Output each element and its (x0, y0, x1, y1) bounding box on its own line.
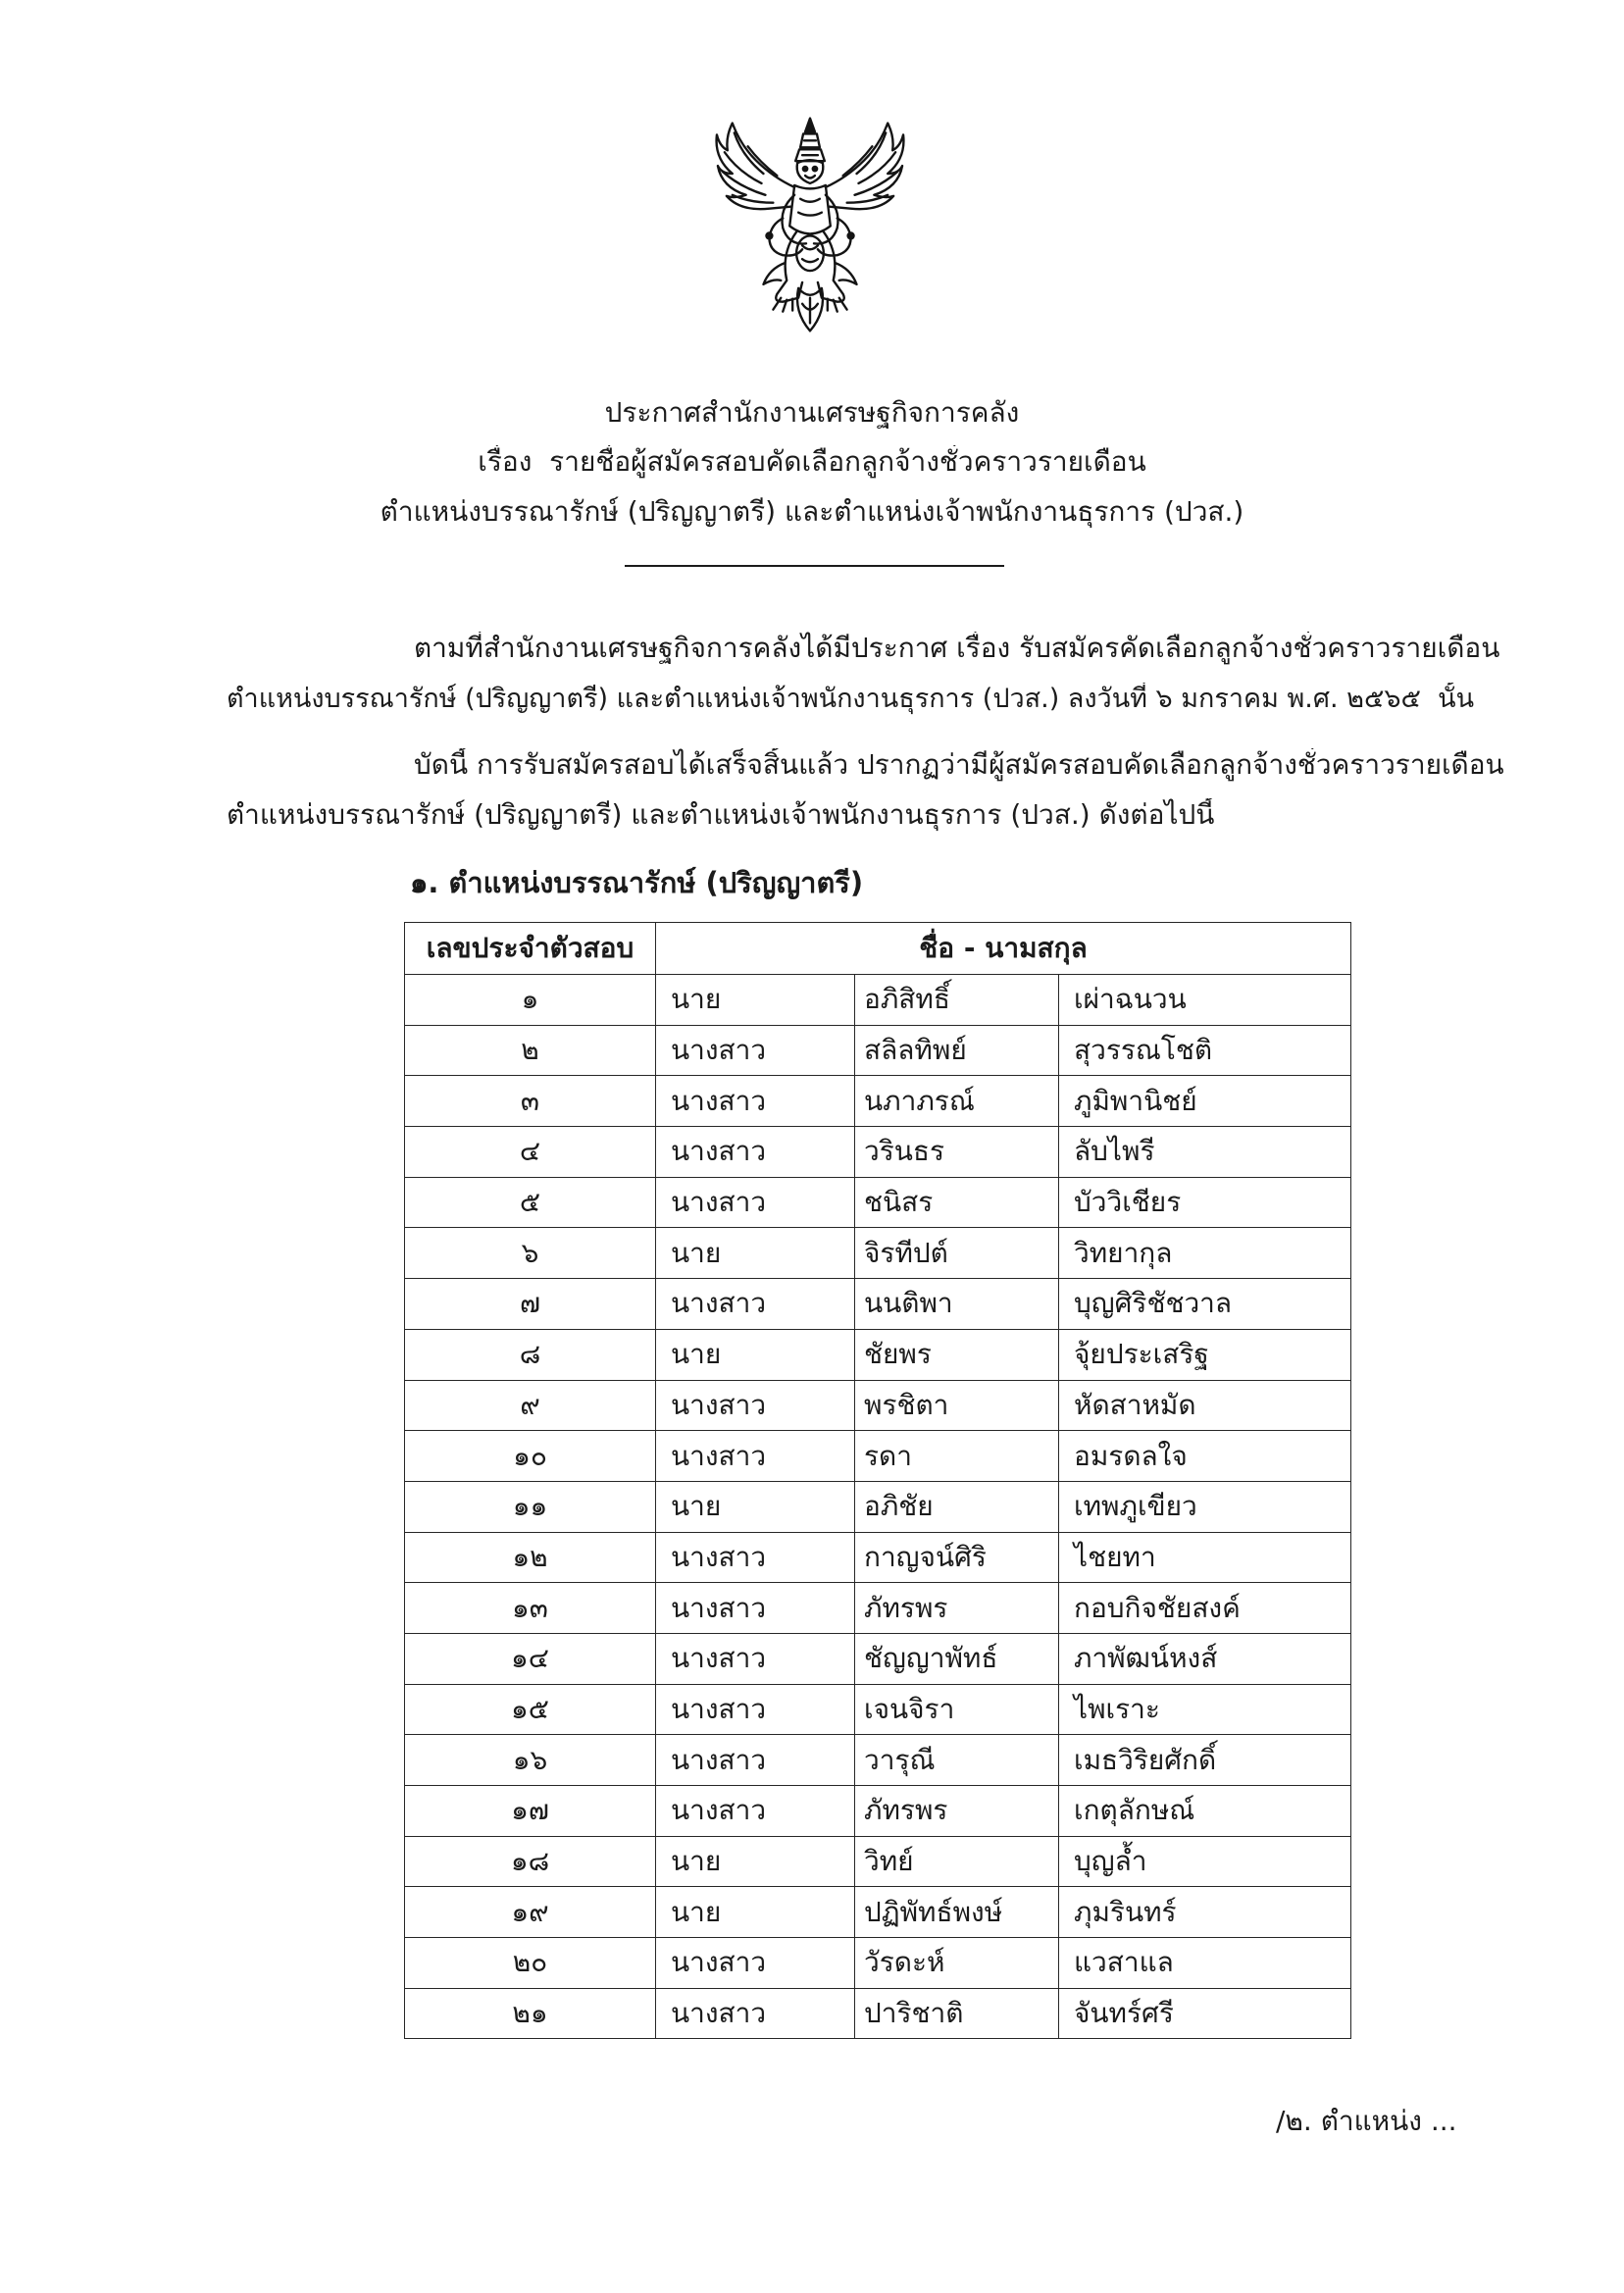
announcement-title: ประกาศสำนักงานเศรษฐกิจการคลัง (604, 396, 1020, 429)
prefix-cell: นาย (656, 975, 855, 1026)
prefix-cell: นาย (656, 1329, 855, 1380)
first-name-cell: กาญจน์ศิริ (855, 1532, 1059, 1583)
table-row (405, 1380, 1351, 1431)
first-name-cell: พรชิตา (855, 1380, 1059, 1431)
last-name-cell: เมธวิริยศักดิ์ (1059, 1735, 1351, 1786)
exam-id-cell: ๑๕ (405, 1684, 656, 1735)
prefix-cell: นางสาว (656, 1177, 855, 1228)
prefix-cell: นางสาว (656, 1938, 855, 1989)
exam-id-cell: ๖ (405, 1228, 656, 1279)
table-row (405, 1684, 1351, 1735)
last-name-cell: ภาพัฒน์หงส์ (1059, 1633, 1351, 1684)
garuda-emblem-icon (713, 117, 907, 333)
first-name-cell: รดา (855, 1431, 1059, 1482)
exam-id-cell: ๗ (405, 1279, 656, 1330)
prefix-cell: นางสาว (656, 1735, 855, 1786)
paragraph-2-line-2: ตำแหน่งบรรณารักษ์ (ปริญญาตรี) และตำแหน่งเจ้าพนักงานธุรการ (ปวส.) ดังต่อไปนี้ (227, 798, 1215, 831)
table-row (405, 1431, 1351, 1482)
last-name-cell: อมรดลใจ (1059, 1431, 1351, 1482)
last-name-cell: บัววิเชียร (1059, 1177, 1351, 1228)
first-name-cell: เจนจิรา (855, 1684, 1059, 1735)
exam-id-cell: ๕ (405, 1177, 656, 1228)
last-name-cell: เผ่าฉนวน (1059, 975, 1351, 1026)
prefix-cell: นางสาว (656, 1380, 855, 1431)
exam-id-cell: ๑๒ (405, 1532, 656, 1583)
exam-id-cell: ๑ (405, 975, 656, 1026)
last-name-cell: สุวรรณโชติ (1059, 1025, 1351, 1076)
last-name-cell: วิทยากุล (1059, 1228, 1351, 1279)
exam-id-cell: ๑๘ (405, 1836, 656, 1887)
prefix-cell: นางสาว (656, 1583, 855, 1634)
prefix-cell: นางสาว (656, 1684, 855, 1735)
exam-id-cell: ๓ (405, 1076, 656, 1127)
exam-id-cell: ๙ (405, 1380, 656, 1431)
table-row (405, 1735, 1351, 1786)
announcement-positions: ตำแหน่งบรรณารักษ์ (ปริญญาตรี) และตำแหน่งเจ้าพนักงานธุรการ (ปวส.) (380, 495, 1244, 528)
prefix-cell: นางสาว (656, 1279, 855, 1330)
paragraph-1-line-2: ตำแหน่งบรรณารักษ์ (ปริญญาตรี) และตำแหน่งเจ้าพนักงานธุรการ (ปวส.) ลงวันที่ ๖ มกราคม พ.ศ. ๒๕๖๕ นั้น (227, 684, 1475, 714)
candidate-rows (405, 975, 1351, 2039)
first-name-cell: อภิชัย (855, 1481, 1059, 1532)
last-name-cell: เทพภูเขียว (1059, 1481, 1351, 1532)
table-row (405, 1633, 1351, 1684)
exam-id-cell: ๒ (405, 1025, 656, 1076)
prefix-cell: นางสาว (656, 1431, 855, 1482)
table-row (405, 1786, 1351, 1837)
continuation-note: /๒. ตำแหน่ง ... (1276, 2105, 1457, 2137)
table-row (405, 1887, 1351, 1938)
paragraph-1-line-1: ตามที่สำนักงานเศรษฐกิจการคลังได้มีประกาศ เรื่อง รับสมัครคัดเลือกลูกจ้างชั่วคราวรายเดือน (414, 632, 1500, 664)
prefix-cell: นาย (656, 1887, 855, 1938)
table-row (405, 1836, 1351, 1887)
table-row (405, 1938, 1351, 1989)
first-name-cell: ภัทรพร (855, 1786, 1059, 1837)
last-name-cell: บุญศิริชัชวาล (1059, 1279, 1351, 1330)
prefix-cell: นางสาว (656, 1786, 855, 1837)
exam-id-cell: ๑๙ (405, 1887, 656, 1938)
last-name-cell: จุ้ยประเสริฐ (1059, 1329, 1351, 1380)
exam-id-header: เลขประจำตัวสอบ (405, 923, 656, 975)
candidate-table (404, 922, 1351, 2039)
table-row (405, 1127, 1351, 1178)
table-row (405, 1532, 1351, 1583)
last-name-cell: หัดสาหมัด (1059, 1380, 1351, 1431)
first-name-cell: ชนิสร (855, 1177, 1059, 1228)
exam-id-cell: ๑๔ (405, 1633, 656, 1684)
prefix-cell: นางสาว (656, 1532, 855, 1583)
title-divider (625, 565, 1004, 567)
exam-id-cell: ๑๓ (405, 1583, 656, 1634)
prefix-cell: นางสาว (656, 1127, 855, 1178)
first-name-cell: ปฏิพัทธ์พงษ์ (855, 1887, 1059, 1938)
first-name-cell: จิรทีปต์ (855, 1228, 1059, 1279)
first-name-cell: วรินธร (855, 1127, 1059, 1178)
section-1-heading: ๑. ตำแหน่งบรรณารักษ์ (ปริญญาตรี) (410, 866, 864, 899)
last-name-cell: ภุมรินทร์ (1059, 1887, 1351, 1938)
last-name-cell: บุญล้ำ (1059, 1836, 1351, 1887)
table-row (405, 1025, 1351, 1076)
full-name-header: ชื่อ - นามสกุล (656, 923, 1351, 975)
first-name-cell: อภิสิทธิ์ (855, 975, 1059, 1026)
prefix-cell: นาย (656, 1836, 855, 1887)
table-header-row (405, 923, 1351, 975)
first-name-cell: ชัยพร (855, 1329, 1059, 1380)
table-row (405, 975, 1351, 1026)
first-name-cell: ปาริชาติ (855, 1988, 1059, 2039)
exam-id-cell: ๑๑ (405, 1481, 656, 1532)
exam-id-cell: ๒๐ (405, 1938, 656, 1989)
first-name-cell: นภาภรณ์ (855, 1076, 1059, 1127)
last-name-cell: เกตุลักษณ์ (1059, 1786, 1351, 1837)
exam-id-cell: ๘ (405, 1329, 656, 1380)
table-row (405, 1988, 1351, 2039)
prefix-cell: นางสาว (656, 1988, 855, 2039)
prefix-cell: นางสาว (656, 1025, 855, 1076)
table-row (405, 1583, 1351, 1634)
first-name-cell: ชัญญาพัทธ์ (855, 1633, 1059, 1684)
last-name-cell: กอบกิจชัยสงค์ (1059, 1583, 1351, 1634)
exam-id-cell: ๑๖ (405, 1735, 656, 1786)
last-name-cell: แวสาแล (1059, 1938, 1351, 1989)
first-name-cell: วิทย์ (855, 1836, 1059, 1887)
last-name-cell: ไชยทา (1059, 1532, 1351, 1583)
exam-id-cell: ๑๐ (405, 1431, 656, 1482)
first-name-cell: วารุณี (855, 1735, 1059, 1786)
announcement-subject: เรื่อง รายชื่อผู้สมัครสอบคัดเลือกลูกจ้างชั่วคราวรายเดือน (478, 445, 1146, 478)
last-name-cell: ภูมิพานิชย์ (1059, 1076, 1351, 1127)
table-row (405, 1279, 1351, 1330)
last-name-cell: ลับไพรี (1059, 1127, 1351, 1178)
exam-id-cell: ๒๑ (405, 1988, 656, 2039)
table-row (405, 1177, 1351, 1228)
paragraph-2-line-1: บัดนี้ การรับสมัครสอบได้เสร็จสิ้นแล้ว ปรากฏว่ามีผู้สมัครสอบคัดเลือกลูกจ้างชั่วคราวรายเดือน (414, 748, 1504, 781)
table-row (405, 1329, 1351, 1380)
table-row (405, 1076, 1351, 1127)
first-name-cell: วัรดะห์ (855, 1938, 1059, 1989)
first-name-cell: สลิลทิพย์ (855, 1025, 1059, 1076)
last-name-cell: ไพเราะ (1059, 1684, 1351, 1735)
table-row (405, 1481, 1351, 1532)
first-name-cell: นนติพา (855, 1279, 1059, 1330)
table-row (405, 1228, 1351, 1279)
prefix-cell: นางสาว (656, 1076, 855, 1127)
prefix-cell: นาย (656, 1481, 855, 1532)
exam-id-cell: ๔ (405, 1127, 656, 1178)
first-name-cell: ภัทรพร (855, 1583, 1059, 1634)
prefix-cell: นางสาว (656, 1633, 855, 1684)
prefix-cell: นาย (656, 1228, 855, 1279)
exam-id-cell: ๑๗ (405, 1786, 656, 1837)
last-name-cell: จันทร์ศรี (1059, 1988, 1351, 2039)
